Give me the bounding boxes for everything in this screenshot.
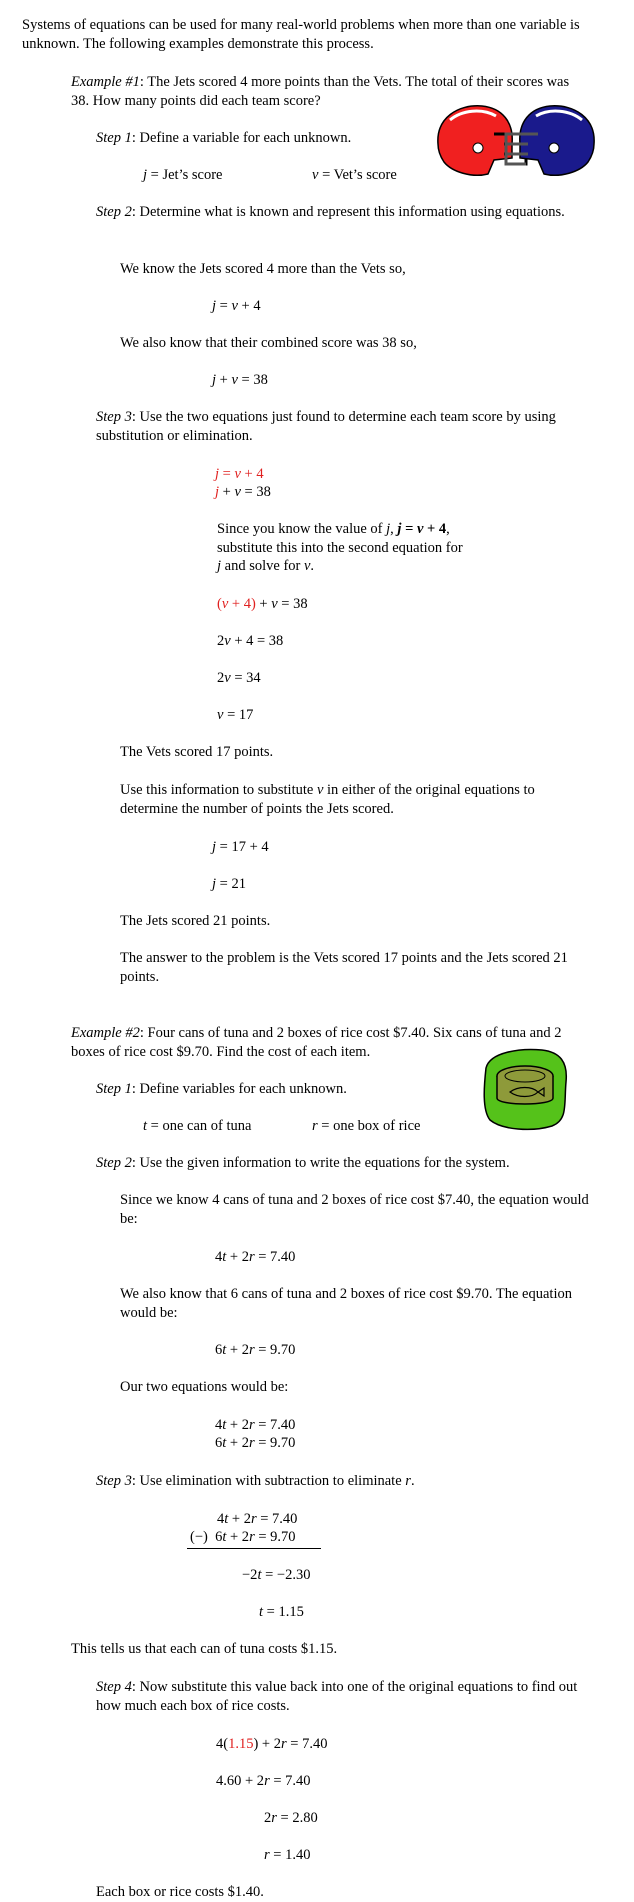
ex2-also: We also know that 6 cans of tuna and 2 boxes of rice cost $9.70. The equation would be: bbox=[120, 1286, 572, 1321]
ex2-rice-step3: 2r = 2.80 bbox=[264, 1810, 318, 1826]
ex1-answer: The answer to the problem is the Vets scored 17 points and the Jets scored 21 points. bbox=[120, 950, 568, 985]
ex2-rice-step1: 4(1.15) + 2r = 7.40 bbox=[216, 1736, 328, 1752]
var-t: t bbox=[143, 1118, 148, 1134]
def-r bbox=[312, 1117, 420, 1136]
ex1-eq1: j = v + 4 bbox=[212, 298, 261, 314]
ex1-step1-label: Step 1 bbox=[96, 130, 132, 146]
var-r-def: = one box of rice bbox=[317, 1118, 421, 1134]
ex1-system-eq2: j + v = 38 bbox=[215, 484, 271, 500]
tuna-can-icon bbox=[480, 1046, 570, 1132]
def-v bbox=[312, 166, 397, 185]
ex1-step1-text: : Define a variable for each unknown. bbox=[131, 130, 352, 146]
football-helmets-icon bbox=[432, 100, 600, 184]
ex2-elim-row4: t = 1.15 bbox=[259, 1604, 304, 1620]
var-v: v bbox=[312, 167, 319, 183]
ex1-j-step2: j = 21 bbox=[212, 876, 246, 892]
var-j: j bbox=[143, 167, 148, 183]
ex2-sys2: 6t + 2r = 9.70 bbox=[215, 1435, 296, 1451]
ex1-use-info: Use this information to substitute v in either of the original equations to determine the number of points the Jets scored. bbox=[120, 782, 535, 817]
ex1-step3-label: Step 3 bbox=[96, 409, 132, 425]
ex1-step1 bbox=[96, 129, 351, 148]
ex2-tells: This tells us that each can of tuna costs $1.15. bbox=[71, 1641, 338, 1657]
minus-operator: (−) bbox=[190, 1529, 208, 1545]
ex1-eq2: j + v = 38 bbox=[212, 372, 268, 388]
ex2-step2 bbox=[96, 1154, 510, 1173]
example1-problem-text: : The Jets scored 4 more points than the Vets. The total of their scores was 38. How many points did each team score? bbox=[71, 74, 570, 109]
ex1-step-a: 2v + 4 = 38 bbox=[217, 633, 284, 649]
ex2-rice-step2: 4.60 + 2r = 7.40 bbox=[216, 1773, 311, 1789]
ex2-step1 bbox=[96, 1080, 347, 1099]
ex2-each: Each box or rice costs $1.40. bbox=[96, 1884, 264, 1900]
ex1-known1: We know the Jets scored 4 more than the Vets so, bbox=[120, 261, 406, 277]
example1-label: Example #1 bbox=[71, 74, 140, 90]
ex2-step4-label: Step 4 bbox=[96, 1679, 132, 1695]
var-j-def: = Jet’s score bbox=[147, 167, 223, 183]
ex2-eq2: 6t + 2r = 9.70 bbox=[215, 1342, 296, 1358]
ex2-our-two: Our two equations would be: bbox=[120, 1379, 289, 1395]
ex2-step1-label: Step 1 bbox=[96, 1081, 132, 1097]
def-t bbox=[143, 1117, 251, 1136]
var-t-def: = one can of tuna bbox=[147, 1118, 252, 1134]
ex2-step4 bbox=[96, 1678, 596, 1715]
ex2-eq1: 4t + 2r = 7.40 bbox=[215, 1249, 296, 1265]
ex1-j-step1: j = 17 + 4 bbox=[212, 839, 269, 855]
ex2-elim-row2: (−) 6t + 2r = 9.70 bbox=[190, 1529, 296, 1545]
var-v-def: = Vet’s score bbox=[318, 167, 397, 183]
ex2-elim-row3: −2t = −2.30 bbox=[242, 1567, 311, 1583]
ex2-step4-text: : Now substitute this value back into one of the original equations to find out how much each box of rice costs. bbox=[96, 1679, 578, 1714]
example2-label: Example #2 bbox=[71, 1025, 140, 1041]
ex2-step2-text: : Use the given information to write the equations for the system. bbox=[131, 1155, 510, 1171]
ex2-step1-text: : Define variables for each unknown. bbox=[131, 1081, 347, 1097]
ex1-step3 bbox=[96, 408, 586, 445]
ex1-step3-text: : Use the two equations just found to determine each team score by using substitution or elimination. bbox=[96, 409, 556, 444]
ex1-step2-label: Step 2 bbox=[96, 204, 132, 220]
ex2-sys1: 4t + 2r = 7.40 bbox=[215, 1417, 296, 1433]
ex1-step2-text: : Determine what is known and represent this information using equations. bbox=[131, 204, 565, 220]
ex1-jets-result: The Jets scored 21 points. bbox=[120, 913, 271, 929]
ex2-rice-step4: r = 1.40 bbox=[264, 1847, 311, 1863]
var-r: r bbox=[312, 1118, 318, 1134]
elimination-rule bbox=[187, 1548, 321, 1549]
def-j bbox=[143, 166, 222, 185]
ex2-step3-label: Step 3 bbox=[96, 1473, 132, 1489]
ex1-vets-result: The Vets scored 17 points. bbox=[120, 744, 274, 760]
ex2-step2-label: Step 2 bbox=[96, 1155, 132, 1171]
ex1-substitution: (v + 4) + v = 38 bbox=[217, 596, 308, 612]
ex1-step-c: v = 17 bbox=[217, 707, 254, 723]
ex1-system-eq1: j = v + 4 bbox=[215, 466, 264, 482]
example2-problem-text: : Four cans of tuna and 2 boxes of rice cost $7.40. Six cans of tuna and 2 boxes of rice cost $9.70. Find the cost of each item. bbox=[71, 1025, 562, 1060]
ex2-since: Since we know 4 cans of tuna and 2 boxes of rice cost $7.40, the equation would be: bbox=[120, 1192, 589, 1227]
ex1-known2: We also know that their combined score was 38 so, bbox=[120, 335, 417, 351]
ex2-step3-text: : Use elimination with subtraction to eliminate bbox=[131, 1473, 406, 1489]
ex1-since-paragraph: Since you know the value of j, j = v + 4, substitute this into the second equation for j and solve for v. bbox=[217, 521, 463, 574]
ex2-step3: Step 3: Use elimination with subtraction to eliminate r. bbox=[96, 1473, 415, 1489]
ex1-step-b: 2v = 34 bbox=[217, 670, 261, 686]
intro-paragraph: Systems of equations can be used for many real-world problems when more than one variable is unknown. The following examples demonstrate this process. bbox=[22, 17, 580, 52]
ex1-step2 bbox=[96, 203, 566, 222]
ex2-elim-row1: 4t + 2r = 7.40 bbox=[217, 1511, 298, 1527]
